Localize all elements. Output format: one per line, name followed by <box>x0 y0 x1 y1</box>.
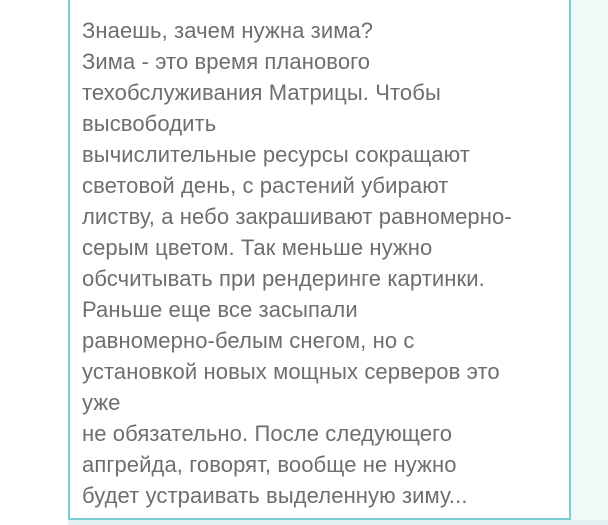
quote-text-line: не обязательно. После следующего <box>82 421 453 446</box>
page-background-bottom <box>68 520 608 525</box>
quote-block <box>68 0 571 520</box>
quote-text-line: световой день, с растений убирают <box>82 173 449 198</box>
quote-text-line: Раньше еще все засыпали <box>82 297 358 322</box>
quote-text-line: Знаешь, зачем нужна зима? <box>82 18 374 43</box>
quote-text-line: техобслуживания Матрицы. Чтобы <box>82 80 441 105</box>
quote-text-line: обсчитывать при рендеринге картинки. <box>82 266 485 291</box>
quote-text-line: установкой новых мощных серверов это <box>82 359 500 384</box>
quote-text-line: будет устраивать выделенную зиму... <box>82 483 468 508</box>
quote-text-line: Зима - это время планового <box>82 49 371 74</box>
quote-text-line: высвободить <box>82 111 217 136</box>
quote-text-line: листву, а небо закрашивают равномерно- <box>82 204 512 229</box>
page-background-right <box>571 0 608 525</box>
quote-text-line: уже <box>82 390 121 415</box>
quote-text-line: вычислительные ресурсы сокращают <box>82 142 470 167</box>
quote-text-line: апгрейда, говорят, вообще не нужно <box>82 452 457 477</box>
quote-text-line: равномерно-белым снегом, но с <box>82 328 415 353</box>
quote-text-line: серым цветом. Так меньше нужно <box>82 235 433 260</box>
